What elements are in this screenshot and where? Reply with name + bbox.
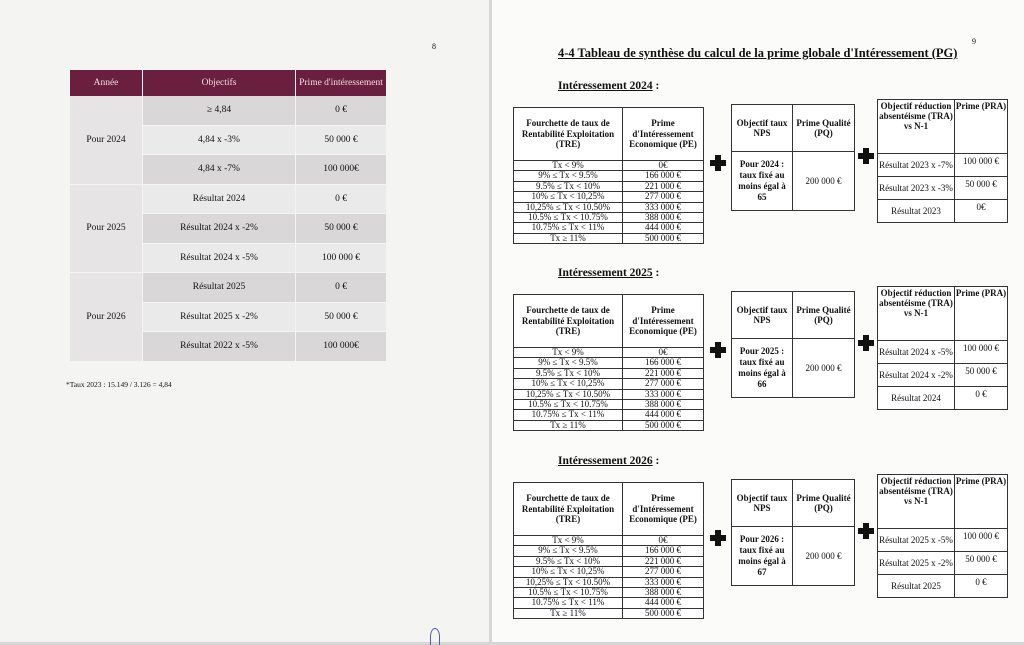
nps-header: Objectif taux NPS — [732, 292, 793, 339]
objective-cell: ≥ 4,84 — [143, 96, 296, 126]
prime-cell: 0 € — [296, 273, 387, 303]
section-title: Intéressement 2024 : — [558, 80, 660, 92]
section-title: Intéressement 2025 : — [558, 267, 660, 279]
prime-cell: 0€ — [623, 161, 704, 171]
table-header-row — [878, 100, 1008, 154]
section-title-text: Intéressement 2025 — [558, 267, 653, 279]
table-row — [514, 368, 704, 378]
table-row — [878, 177, 1008, 200]
table-row — [514, 389, 704, 399]
table-header-row — [732, 480, 855, 527]
pra-result-cell: Résultat 2024 — [878, 387, 955, 410]
prime-cell: 221 000 € — [623, 556, 704, 566]
pra-result-cell: Résultat 2023 — [878, 200, 955, 223]
pra-result-cell: Résultat 2025 — [878, 575, 955, 598]
nps-goal-cell: Pour 2025 : taux fixé au moins égal à 66 — [732, 339, 793, 398]
rate-range-cell: 10,25% ≤ Tx < 10.50% — [514, 389, 623, 399]
objective-cell: Résultat 2025 — [143, 273, 296, 303]
rate-range-cell: 10.5% ≤ Tx < 10.75% — [514, 588, 623, 598]
table-row — [878, 575, 1008, 598]
rate-range-cell: 10% ≤ Tx < 10,25% — [514, 567, 623, 577]
pra-table — [877, 99, 1008, 223]
table-header-row — [514, 108, 704, 161]
table-header-row — [878, 287, 1008, 341]
pra-prime-header: Prime (PRA) — [955, 287, 1008, 341]
pq-cell: 200 000 € — [793, 152, 855, 211]
table-row — [878, 341, 1008, 364]
rate-range-cell: 10% ≤ Tx < 10,25% — [514, 379, 623, 389]
table-row — [514, 358, 704, 368]
table-row — [514, 400, 704, 410]
pra-prime-cell: 100 000 € — [955, 529, 1008, 552]
prime-cell: 444 000 € — [623, 598, 704, 608]
objective-cell: Résultat 2024 x -2% — [143, 214, 296, 244]
nps-table — [731, 104, 855, 211]
prime-cell: 444 000 € — [623, 223, 704, 233]
table-header-row — [732, 292, 855, 339]
prime-cell: 0€ — [623, 348, 704, 358]
prime-cell: 50 000 € — [296, 214, 387, 244]
table-row — [514, 420, 704, 430]
nps-table — [731, 479, 855, 586]
rate-range-cell: 10.5% ≤ Tx < 10.75% — [514, 213, 623, 223]
rate-range-cell: 10.75% ≤ Tx < 11% — [514, 410, 623, 420]
pra-table — [877, 474, 1008, 598]
table-row — [70, 185, 387, 215]
table-row — [878, 529, 1008, 552]
table-row — [514, 181, 704, 191]
table-row — [514, 223, 704, 233]
pq-cell: 200 000 € — [793, 339, 855, 398]
table-row — [514, 546, 704, 556]
section-title-text: Intéressement 2026 — [558, 455, 653, 467]
nps-header: Objectif taux NPS — [732, 480, 793, 527]
prime-cell: 500 000 € — [623, 608, 704, 618]
table-row — [514, 171, 704, 181]
tre-header: Fourchette de taux de Rentabilité Exploitation (TRE) — [514, 108, 623, 161]
table-row — [878, 552, 1008, 575]
prime-cell: 388 000 € — [623, 400, 704, 410]
table-row — [514, 588, 704, 598]
nps-goal-cell: Pour 2026 : taux fixé au moins égal à 67 — [732, 527, 793, 586]
pra-prime-header: Prime (PRA) — [955, 475, 1008, 529]
prime-cell: 277 000 € — [623, 192, 704, 202]
pra-result-cell: Résultat 2025 x -2% — [878, 552, 955, 575]
rate-range-cell: 9.5% ≤ Tx < 10% — [514, 556, 623, 566]
rate-range-cell: 9.5% ≤ Tx < 10% — [514, 368, 623, 378]
pra-prime-header: Prime (PRA) — [955, 100, 1008, 154]
rate-range-cell: 10.75% ≤ Tx < 11% — [514, 598, 623, 608]
pra-objective-header: Objectif réduction absentéisme (TRA) vs N-1 — [878, 475, 955, 529]
footnote: *Taux 2023 : 15.149 / 3.126 = 4,84 — [66, 380, 172, 389]
right-page — [492, 0, 1024, 642]
table-row — [70, 273, 387, 303]
table-row — [514, 410, 704, 420]
table-row — [514, 598, 704, 608]
prime-cell: 388 000 € — [623, 588, 704, 598]
tre-table — [513, 107, 704, 244]
pra-prime-cell: 100 000 € — [955, 154, 1008, 177]
section-title: Intéressement 2026 : — [558, 455, 660, 467]
rate-range-cell: 10,25% ≤ Tx < 10.50% — [514, 202, 623, 212]
main-title: 4-4 Tableau de synthèse du calcul de la prime globale d'Intéressement (PG) — [558, 46, 958, 60]
handwriting-mark — [430, 628, 440, 645]
plus-icon — [858, 335, 874, 351]
table-header-row — [514, 295, 704, 348]
objective-cell: Résultat 2025 x -2% — [143, 303, 296, 333]
prime-cell: 444 000 € — [623, 410, 704, 420]
table-row — [514, 556, 704, 566]
table-row — [514, 213, 704, 223]
pra-prime-cell: 50 000 € — [955, 552, 1008, 575]
table-row — [514, 379, 704, 389]
rate-range-cell: 9% ≤ Tx < 9.5% — [514, 546, 623, 556]
table-header-row — [878, 475, 1008, 529]
table-row — [514, 567, 704, 577]
rate-range-cell: Tx ≥ 11% — [514, 608, 623, 618]
nps-header: Objectif taux NPS — [732, 105, 793, 152]
plus-icon — [710, 155, 726, 171]
rate-range-cell: 9.5% ≤ Tx < 10% — [514, 181, 623, 191]
prime-cell: 221 000 € — [623, 368, 704, 378]
objective-cell: Résultat 2024 — [143, 185, 296, 215]
table-header-row — [732, 105, 855, 152]
prime-cell: 50 000 € — [296, 126, 387, 156]
pq-header: Prime Qualité (PQ) — [793, 480, 855, 527]
pra-prime-cell: 0€ — [955, 200, 1008, 223]
rate-range-cell: Tx ≥ 11% — [514, 233, 623, 243]
pra-prime-cell: 100 000 € — [955, 341, 1008, 364]
plus-icon — [710, 530, 726, 546]
rate-range-cell: 10% ≤ Tx < 10,25% — [514, 192, 623, 202]
table-row — [878, 364, 1008, 387]
pra-prime-cell: 0 € — [955, 575, 1008, 598]
rate-range-cell: 9% ≤ Tx < 9.5% — [514, 358, 623, 368]
table-row — [514, 233, 704, 243]
prime-cell: 100 000€ — [296, 332, 387, 362]
prime-cell: 0 € — [296, 96, 387, 126]
table-row — [514, 536, 704, 546]
tre-table — [513, 294, 704, 431]
objective-cell: Résultat 2022 x -5% — [143, 332, 296, 362]
pq-header: Prime Qualité (PQ) — [793, 105, 855, 152]
pra-result-cell: Résultat 2025 x -5% — [878, 529, 955, 552]
nps-table — [731, 291, 855, 398]
table-row — [732, 152, 855, 211]
table-row — [732, 339, 855, 398]
table-row — [514, 348, 704, 358]
year-cell: Pour 2026 — [70, 273, 143, 362]
table-row — [514, 161, 704, 171]
objective-cell: 4,84 x -7% — [143, 155, 296, 185]
pra-prime-cell: 50 000 € — [955, 364, 1008, 387]
table-row — [878, 200, 1008, 223]
pq-header: Prime Qualité (PQ) — [793, 292, 855, 339]
rate-range-cell: 10.75% ≤ Tx < 11% — [514, 223, 623, 233]
pra-objective-header: Objectif réduction absentéisme (TRA) vs N-1 — [878, 100, 955, 154]
table-header-row — [514, 483, 704, 536]
page-number: 9 — [972, 37, 976, 46]
plus-icon — [858, 148, 874, 164]
prime-cell: 277 000 € — [623, 379, 704, 389]
rate-range-cell: 10.5% ≤ Tx < 10.75% — [514, 400, 623, 410]
objective-cell: 4,84 x -3% — [143, 126, 296, 156]
prime-cell: 0 € — [296, 185, 387, 215]
column-header: Objectifs — [143, 70, 296, 96]
pra-objective-header: Objectif réduction absentéisme (TRA) vs N-1 — [878, 287, 955, 341]
pra-prime-cell: 50 000 € — [955, 177, 1008, 200]
pra-prime-cell: 0 € — [955, 387, 1008, 410]
rate-range-cell: 9% ≤ Tx < 9.5% — [514, 171, 623, 181]
column-header: Année — [70, 70, 143, 96]
prime-cell: 0€ — [623, 536, 704, 546]
prime-cell: 100 000 € — [296, 244, 387, 274]
section-title-text: Intéressement 2024 — [558, 80, 653, 92]
year-cell: Pour 2024 — [70, 96, 143, 185]
plus-icon — [710, 342, 726, 358]
prime-cell: 333 000 € — [623, 202, 704, 212]
table-row — [514, 192, 704, 202]
page-number: 8 — [432, 42, 436, 51]
prime-cell: 277 000 € — [623, 567, 704, 577]
tre-header: Fourchette de taux de Rentabilité Exploitation (TRE) — [514, 483, 623, 536]
pra-table — [877, 286, 1008, 410]
prime-cell: 166 000 € — [623, 546, 704, 556]
plus-icon — [858, 523, 874, 539]
pra-result-cell: Résultat 2023 x -3% — [878, 177, 955, 200]
table-row — [514, 577, 704, 587]
nps-goal-cell: Pour 2024 : taux fixé au moins égal à 65 — [732, 152, 793, 211]
table-row — [514, 608, 704, 618]
column-header: Prime d'intéressement — [296, 70, 387, 96]
prime-cell: 333 000 € — [623, 389, 704, 399]
rate-range-cell: Tx < 9% — [514, 161, 623, 171]
pq-cell: 200 000 € — [793, 527, 855, 586]
prime-cell: 221 000 € — [623, 181, 704, 191]
prime-cell: 166 000 € — [623, 171, 704, 181]
rate-range-cell: 10,25% ≤ Tx < 10.50% — [514, 577, 623, 587]
table-row — [878, 154, 1008, 177]
prime-cell: 500 000 € — [623, 420, 704, 430]
prime-cell: 100 000€ — [296, 155, 387, 185]
objectives-table — [70, 70, 387, 362]
table-header-row — [70, 70, 387, 96]
pra-result-cell: Résultat 2024 x -5% — [878, 341, 955, 364]
left-page — [0, 0, 489, 642]
pra-result-cell: Résultat 2024 x -2% — [878, 364, 955, 387]
rate-range-cell: Tx ≥ 11% — [514, 420, 623, 430]
table-row — [732, 527, 855, 586]
year-cell: Pour 2025 — [70, 185, 143, 274]
prime-cell: 166 000 € — [623, 358, 704, 368]
prime-cell: 500 000 € — [623, 233, 704, 243]
pe-header: Prime d'Intéressement Economique (PE) — [623, 483, 704, 536]
table-row — [70, 96, 387, 126]
table-row — [878, 387, 1008, 410]
prime-cell: 388 000 € — [623, 213, 704, 223]
tre-header: Fourchette de taux de Rentabilité Exploitation (TRE) — [514, 295, 623, 348]
pra-result-cell: Résultat 2023 x -7% — [878, 154, 955, 177]
pe-header: Prime d'Intéressement Economique (PE) — [623, 108, 704, 161]
prime-cell: 333 000 € — [623, 577, 704, 587]
tre-table — [513, 482, 704, 619]
prime-cell: 50 000 € — [296, 303, 387, 333]
table-row — [514, 202, 704, 212]
objective-cell: Résultat 2024 x -5% — [143, 244, 296, 274]
rate-range-cell: Tx < 9% — [514, 536, 623, 546]
pe-header: Prime d'Intéressement Economique (PE) — [623, 295, 704, 348]
rate-range-cell: Tx < 9% — [514, 348, 623, 358]
